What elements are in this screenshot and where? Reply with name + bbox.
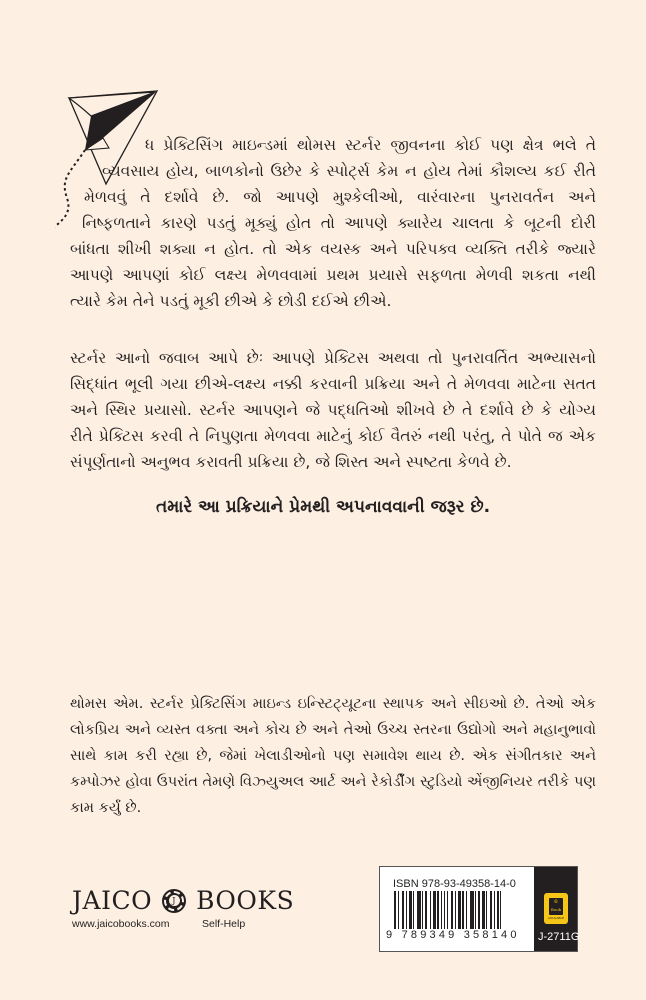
intro-line: આપણે આપણાં કોઈ લક્ષ્ય મેળવવામાં પ્રથમ પ્રયાસે સફળતા મેળવી શકતા નથી	[70, 266, 596, 284]
answer-paragraph	[70, 345, 596, 475]
answer-line: સંપૂર્ણતાનો અનુભવ કરાવતી પ્રક્રિયા છે, જે શિસ્ત અને સ્પષ્ટતા કેળવે છે.	[70, 453, 512, 471]
publisher-name-left: JAICO	[72, 886, 153, 915]
bio-line: લોકપ્રિય અને વ્યસ્ત વક્તા અને કોચ છે અને તેઓ ઉચ્ચ સ્તરના ઉદ્યોગો અને મહાનુભાવો	[70, 722, 596, 738]
publisher-name-right: BOOKS	[196, 886, 295, 915]
intro-line: વ્યવસાય હોય, બાળકોનો ઉછેર કે સ્પોર્ટ્સ કેમ ન હોય તેમાં કૌશલ્ય કઈ રીતે	[102, 162, 596, 180]
publisher-logo	[72, 886, 294, 915]
intro-line: મેળવવું તે દર્શાવે છે. જો આપણે મુશ્કેલીઓ, વારંવારના પુનરાવર્તન અને	[84, 188, 596, 206]
tagline: તમારે આ પ્રક્રિયાને પ્રેમથી અપનાવવાની જરૂર છે.	[155, 497, 491, 517]
barcode-panel	[380, 867, 534, 951]
ebook-caption: AVAILABLE	[547, 915, 565, 920]
ebook-available-badge	[544, 893, 568, 924]
answer-line: સિદ્ધાંત ભૂલી ગયા છીએ-લક્ષ્ય નક્કી કરવાની પ્રક્રિયા અને તે મેળવવા માટેના સતત	[70, 375, 596, 393]
answer-line: અને સ્થિર પ્રયાસો. સ્ટર્નર આપણને જે પદ્ધતિઓ શીખવે છે તે દર્શાવે છે કે યોગ્ય	[70, 401, 596, 419]
emblem-letter: J	[169, 895, 180, 906]
code-panel	[534, 867, 580, 951]
answer-line: રીતે પ્રેક્ટિસ કરવી તે નિપુણતા મેળવવા માટેનું કોઈ વૈતરું નથી પરંતુ, તે પોતે જ એક	[70, 427, 596, 445]
isbn-label: ISBN 978-93-49358-14-0	[393, 878, 516, 890]
answer-line: સ્ટર્નર આનો જવાબ આપે છેઃ આપણે પ્રેક્ટિસ અથવા તો પુનરાવર્તિત અભ્યાસનો	[70, 349, 596, 367]
publisher-emblem-icon	[162, 889, 186, 913]
intro-line: બાંધતા શીખી શક્યા ન હોત. તો એક વયસ્ક અને પરિપક્વ વ્યક્તિ તરીકે જ્યારે	[70, 240, 596, 258]
intro-line: ધ પ્રેક્ટિસિંગ માઇન્ડમાં થોમસ સ્ટર્નર જીવનના કોઈ પણ ક્ષેત્ર ભલે તે	[145, 136, 596, 154]
barcode-icon	[394, 891, 530, 929]
intro-line: નિષ્ફળતાને કારણે પડતું મૂક્યું હોત તો આપણે ક્યારેય ચાલતા કે બૂટની દોરી	[82, 214, 596, 232]
bio-line: સાથે કામ કરી રહ્યા છે, જેમાં ખેલાડીઓનો પણ સમાવેશ થાય છે. એક સંગીતકાર અને	[70, 748, 596, 764]
ebook-icon: e Book	[549, 898, 563, 915]
author-bio	[70, 691, 596, 821]
book-category: Self-Help	[202, 918, 246, 930]
isbn-barcode-block	[379, 866, 578, 952]
intro-paragraph	[70, 132, 596, 314]
barcode-digits: 9 789349 358140	[386, 929, 520, 941]
bio-line: થોમસ એમ. સ્ટર્નર પ્રેક્ટિસિંગ માઇન્ડ ઇન્સ્ટિટ્યૂટના સ્થાપક અને સીઇઓ છે. તેઓ એક	[70, 696, 596, 712]
bio-line: કમ્પોઝર હોવા ઉપરાંત તેમણે વિઝ્યુઅલ આર્ટ અને રેકોર્ડીંગ સ્ટુડિયો એંજીનિયર તરીકે પણ	[70, 774, 596, 790]
catalog-code: J-2711G	[538, 931, 580, 943]
publisher-website: www.jaicobooks.com	[72, 918, 170, 930]
intro-line: ત્યારે કેમ તેને પડતું મૂકી છીએ કે છોડી દઈએ છીએ.	[70, 292, 392, 310]
bio-line: કામ કર્યું છે.	[70, 800, 142, 816]
